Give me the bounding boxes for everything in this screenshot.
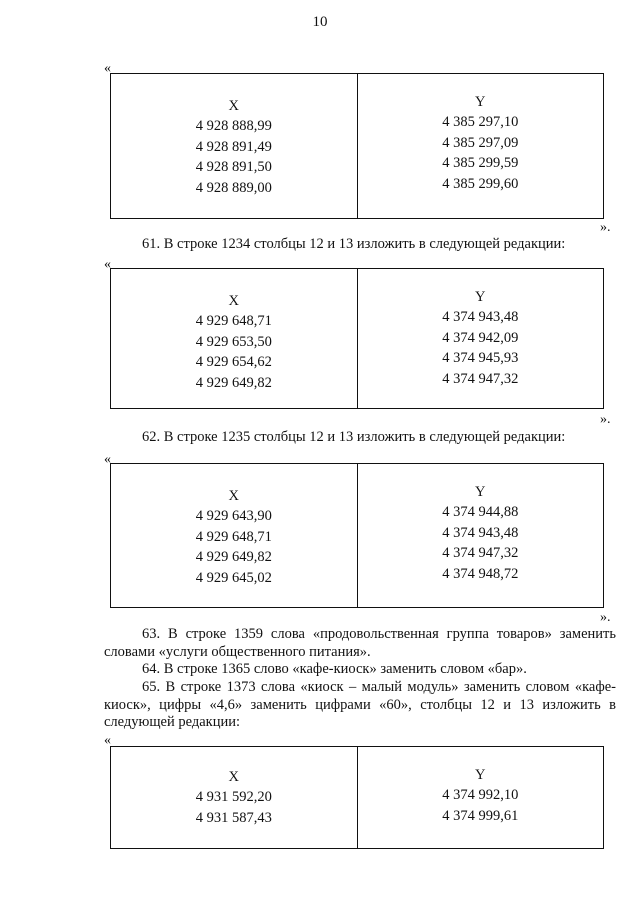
paragraph-64: 64. В строке 1365 слово «кафе-киоск» заменить словом «бар». [142, 661, 527, 677]
open-quote: « [104, 733, 111, 748]
x-header: X [228, 488, 239, 504]
close-quote: ». [600, 610, 611, 625]
x-column [111, 747, 357, 848]
x-value: 4 928 891,50 [195, 159, 272, 176]
close-quote: ». [600, 220, 611, 235]
x-value: 4 929 648,71 [195, 313, 272, 330]
x-header: X [228, 293, 239, 309]
paragraph-65: 65. В строке 1373 слова «киоск – малый модуль» заменить словом «кафе-киоск», цифры «4,6» заменить цифрами «60», столбцы 12 и 13 изложить в следующей редакции: [104, 679, 616, 731]
x-value: 4 931 592,20 [195, 789, 272, 806]
y-column [357, 74, 604, 218]
y-header: Y [475, 767, 486, 783]
coordinates-table-2 [110, 268, 604, 409]
y-header: Y [475, 484, 486, 500]
paragraph-62: 62. В строке 1235 столбцы 12 и 13 изложить в следующей редакции: [142, 429, 566, 445]
y-value: 4 385 297,10 [442, 114, 519, 131]
y-column [357, 269, 604, 408]
x-column [111, 74, 357, 218]
y-value: 4 374 948,72 [442, 565, 519, 582]
x-column [111, 269, 357, 408]
x-value: 4 928 888,99 [195, 118, 272, 135]
open-quote: « [104, 452, 111, 467]
x-value: 4 931 587,43 [195, 809, 272, 826]
open-quote: « [104, 257, 111, 272]
y-value: 4 385 299,60 [442, 175, 519, 192]
x-value: 4 929 653,50 [195, 333, 272, 350]
y-value: 4 374 947,32 [442, 370, 519, 387]
x-header: X [228, 769, 239, 785]
x-column [111, 464, 357, 607]
y-value: 4 374 943,48 [442, 524, 519, 541]
y-value: 4 374 992,10 [442, 787, 519, 804]
x-value: 4 929 645,02 [195, 569, 272, 586]
paragraph-61: 61. В строке 1234 столбцы 12 и 13 изложить в следующей редакции: [142, 236, 566, 252]
y-column [357, 747, 604, 848]
x-value: 4 929 643,90 [195, 508, 272, 525]
x-value: 4 929 649,82 [195, 549, 272, 566]
y-value: 4 374 999,61 [442, 807, 519, 824]
y-value: 4 374 943,48 [442, 309, 519, 326]
y-value: 4 385 297,09 [442, 134, 519, 151]
y-value: 4 374 942,09 [442, 329, 519, 346]
x-value: 4 928 891,49 [195, 138, 272, 155]
x-value: 4 929 648,71 [195, 528, 272, 545]
x-value: 4 928 889,00 [195, 179, 272, 196]
x-value: 4 929 654,62 [195, 354, 272, 371]
y-column [357, 464, 604, 607]
y-header: Y [475, 289, 486, 305]
coordinates-table-3 [110, 463, 604, 608]
y-value: 4 374 945,93 [442, 350, 519, 367]
y-value: 4 374 947,32 [442, 545, 519, 562]
page-number: 10 [312, 14, 328, 30]
paragraph-63: 63. В строке 1359 слова «продовольственная группа товаров» заменить словами «услуги общественного питания». [104, 626, 616, 660]
open-quote: « [104, 61, 111, 76]
coordinates-table-1 [110, 73, 604, 219]
close-quote: ». [600, 412, 611, 427]
x-header: X [228, 98, 239, 114]
y-header: Y [475, 94, 486, 110]
y-value: 4 385 299,59 [442, 155, 519, 172]
y-value: 4 374 944,88 [442, 504, 519, 521]
coordinates-table-4 [110, 746, 604, 849]
x-value: 4 929 649,82 [195, 374, 272, 391]
